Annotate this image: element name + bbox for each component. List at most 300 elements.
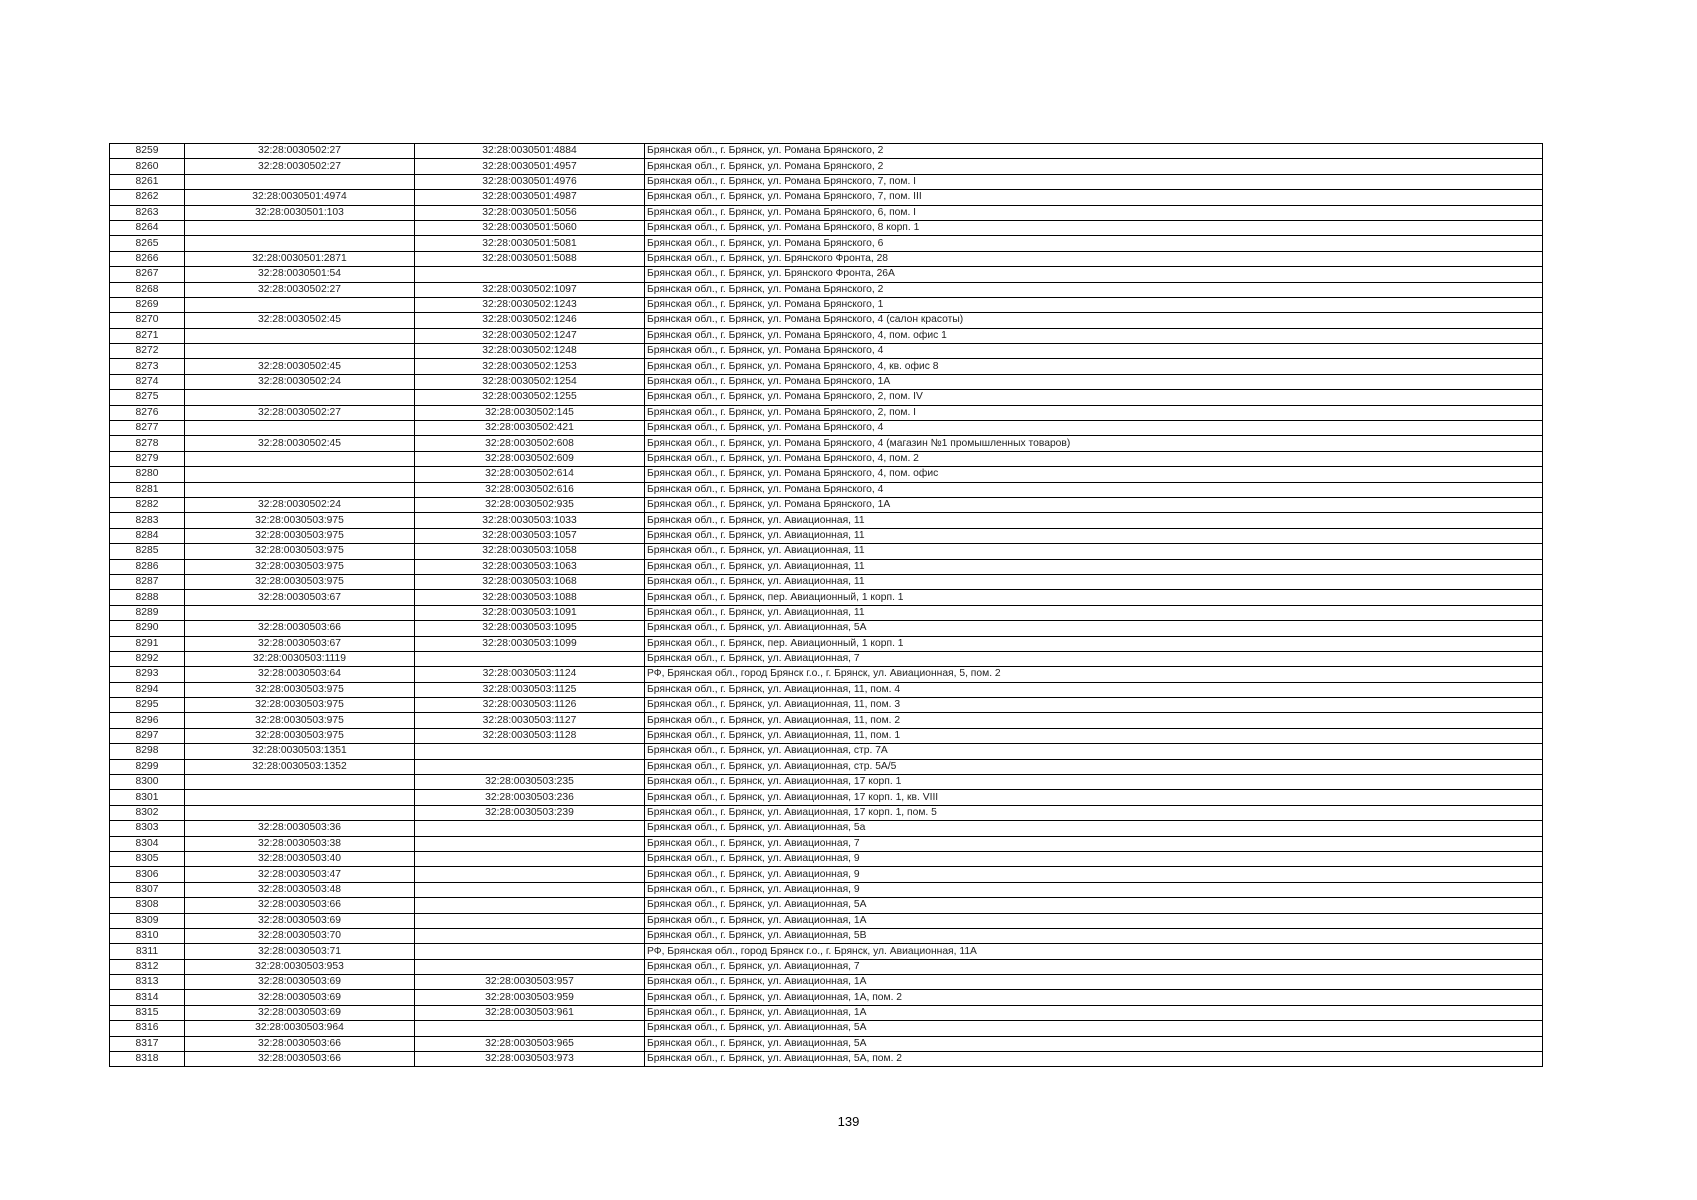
cadastral-number-cell: 32:28:0030501:5060 (415, 220, 645, 235)
table-row (110, 1036, 1543, 1051)
address-cell: Брянская обл., г. Брянск, ул. Авиационная, 9 (645, 867, 1543, 882)
table-row (110, 390, 1543, 405)
row-number-cell: 8296 (110, 713, 185, 728)
cadastral-number-cell (415, 1021, 645, 1036)
parent-cadastral-number-cell: 32:28:0030503:1352 (185, 759, 415, 774)
cadastral-number-cell: 32:28:0030502:1247 (415, 328, 645, 343)
parent-cadastral-number-cell: 32:28:0030502:24 (185, 497, 415, 512)
table-row (110, 282, 1543, 297)
cadastral-number-cell: 32:28:0030501:4976 (415, 174, 645, 189)
address-cell: Брянская обл., г. Брянск, ул. Авиационная, стр. 7А (645, 744, 1543, 759)
parent-cadastral-number-cell: 32:28:0030503:36 (185, 821, 415, 836)
parent-cadastral-number-cell: 32:28:0030503:66 (185, 898, 415, 913)
parent-cadastral-number-cell: 32:28:0030503:964 (185, 1021, 415, 1036)
row-number-cell: 8297 (110, 728, 185, 743)
address-cell: Брянская обл., г. Брянск, ул. Романа Брянского, 8 корп. 1 (645, 220, 1543, 235)
cadastral-number-cell (415, 913, 645, 928)
table-row (110, 805, 1543, 820)
table-row (110, 174, 1543, 189)
table-row (110, 159, 1543, 174)
cadastral-number-cell (415, 867, 645, 882)
parent-cadastral-number-cell (185, 790, 415, 805)
row-number-cell: 8317 (110, 1036, 185, 1051)
address-cell: Брянская обл., г. Брянск, ул. Авиационная, 1А (645, 975, 1543, 990)
table-row (110, 867, 1543, 882)
table-row (110, 467, 1543, 482)
table-row (110, 790, 1543, 805)
address-cell: Брянская обл., г. Брянск, ул. Авиационная, 5А (645, 898, 1543, 913)
parent-cadastral-number-cell (185, 451, 415, 466)
address-cell: Брянская обл., г. Брянск, ул. Романа Брянского, 2 (645, 282, 1543, 297)
parent-cadastral-number-cell (185, 174, 415, 189)
cadastral-number-cell: 32:28:0030501:4987 (415, 190, 645, 205)
parent-cadastral-number-cell: 32:28:0030503:64 (185, 667, 415, 682)
cadastral-number-cell: 32:28:0030503:1126 (415, 698, 645, 713)
parent-cadastral-number-cell: 32:28:0030501:54 (185, 267, 415, 282)
cadastral-number-cell: 32:28:0030503:1128 (415, 728, 645, 743)
cadastral-number-cell (415, 959, 645, 974)
parent-cadastral-number-cell (185, 236, 415, 251)
table-row (110, 928, 1543, 943)
address-cell: Брянская обл., г. Брянск, ул. Авиационная, 17 корп. 1, кв. VIII (645, 790, 1543, 805)
address-cell: Брянская обл., г. Брянск, ул. Авиационная, 5А, пом. 2 (645, 1052, 1543, 1067)
address-cell: Брянская обл., г. Брянск, ул. Авиационная, 5А (645, 1036, 1543, 1051)
table-row (110, 251, 1543, 266)
registry-table (109, 143, 1543, 1067)
row-number-cell: 8265 (110, 236, 185, 251)
address-cell: Брянская обл., г. Брянск, ул. Романа Брянского, 4, пом. 2 (645, 451, 1543, 466)
cadastral-number-cell: 32:28:0030503:1068 (415, 574, 645, 589)
row-number-cell: 8273 (110, 359, 185, 374)
row-number-cell: 8275 (110, 390, 185, 405)
parent-cadastral-number-cell: 32:28:0030503:975 (185, 574, 415, 589)
parent-cadastral-number-cell (185, 805, 415, 820)
cadastral-number-cell: 32:28:0030503:1099 (415, 636, 645, 651)
row-number-cell: 8315 (110, 1005, 185, 1020)
row-number-cell: 8272 (110, 344, 185, 359)
address-cell: Брянская обл., г. Брянск, ул. Романа Брянского, 4 (645, 344, 1543, 359)
row-number-cell: 8276 (110, 405, 185, 420)
cadastral-number-cell: 32:28:0030503:961 (415, 1005, 645, 1020)
address-cell: Брянская обл., г. Брянск, ул. Авиационная, 9 (645, 882, 1543, 897)
cadastral-number-cell: 32:28:0030502:608 (415, 436, 645, 451)
row-number-cell: 8281 (110, 482, 185, 497)
row-number-cell: 8280 (110, 467, 185, 482)
parent-cadastral-number-cell (185, 344, 415, 359)
cadastral-number-cell: 32:28:0030502:1097 (415, 282, 645, 297)
cadastral-number-cell: 32:28:0030501:5081 (415, 236, 645, 251)
table-row (110, 959, 1543, 974)
table-row (110, 882, 1543, 897)
row-number-cell: 8260 (110, 159, 185, 174)
table-row (110, 836, 1543, 851)
row-number-cell: 8263 (110, 205, 185, 220)
address-cell: Брянская обл., г. Брянск, ул. Авиационная, 7 (645, 651, 1543, 666)
address-cell: Брянская обл., г. Брянск, ул. Авиационная, 11 (645, 528, 1543, 543)
parent-cadastral-number-cell: 32:28:0030503:69 (185, 990, 415, 1005)
address-cell: Брянская обл., г. Брянск, ул. Брянского Фронта, 28 (645, 251, 1543, 266)
table-row (110, 1021, 1543, 1036)
address-cell: Брянская обл., г. Брянск, ул. Авиационная, 5А (645, 1021, 1543, 1036)
cadastral-number-cell: 32:28:0030502:616 (415, 482, 645, 497)
cadastral-number-cell: 32:28:0030503:1091 (415, 605, 645, 620)
table-row (110, 513, 1543, 528)
registry-table-body (110, 144, 1543, 1067)
parent-cadastral-number-cell: 32:28:0030503:1351 (185, 744, 415, 759)
cadastral-number-cell: 32:28:0030502:609 (415, 451, 645, 466)
registry-table-container (109, 143, 1543, 1067)
cadastral-number-cell (415, 928, 645, 943)
table-row (110, 559, 1543, 574)
table-row (110, 682, 1543, 697)
table-row (110, 898, 1543, 913)
row-number-cell: 8269 (110, 297, 185, 312)
parent-cadastral-number-cell: 32:28:0030503:38 (185, 836, 415, 851)
address-cell: Брянская обл., г. Брянск, ул. Авиационная, 11 (645, 544, 1543, 559)
row-number-cell: 8293 (110, 667, 185, 682)
address-cell: Брянская обл., г. Брянск, ул. Авиационная, 5а (645, 821, 1543, 836)
parent-cadastral-number-cell: 32:28:0030503:69 (185, 975, 415, 990)
table-row (110, 713, 1543, 728)
row-number-cell: 8271 (110, 328, 185, 343)
address-cell: Брянская обл., г. Брянск, ул. Романа Брянского, 1А (645, 374, 1543, 389)
address-cell: Брянская обл., г. Брянск, ул. Романа Брянского, 4 (салон красоты) (645, 313, 1543, 328)
parent-cadastral-number-cell: 32:28:0030503:71 (185, 944, 415, 959)
row-number-cell: 8285 (110, 544, 185, 559)
address-cell: Брянская обл., г. Брянск, пер. Авиационный, 1 корп. 1 (645, 636, 1543, 651)
cadastral-number-cell: 32:28:0030501:5088 (415, 251, 645, 266)
row-number-cell: 8303 (110, 821, 185, 836)
parent-cadastral-number-cell (185, 328, 415, 343)
address-cell: Брянская обл., г. Брянск, ул. Романа Брянского, 6, пом. I (645, 205, 1543, 220)
address-cell: Брянская обл., г. Брянск, ул. Авиационная, 7 (645, 836, 1543, 851)
address-cell: РФ, Брянская обл., город Брянск г.о., г. Брянск, ул. Авиационная, 11А (645, 944, 1543, 959)
cadastral-number-cell: 32:28:0030502:1246 (415, 313, 645, 328)
row-number-cell: 8270 (110, 313, 185, 328)
address-cell: Брянская обл., г. Брянск, ул. Авиационная, 5В (645, 928, 1543, 943)
table-row (110, 297, 1543, 312)
cadastral-number-cell: 32:28:0030503:236 (415, 790, 645, 805)
address-cell: Брянская обл., г. Брянск, ул. Романа Брянского, 1А (645, 497, 1543, 512)
table-row (110, 1052, 1543, 1067)
cadastral-number-cell: 32:28:0030503:1033 (415, 513, 645, 528)
row-number-cell: 8268 (110, 282, 185, 297)
parent-cadastral-number-cell: 32:28:0030503:66 (185, 1036, 415, 1051)
address-cell: Брянская обл., г. Брянск, ул. Романа Брянского, 7, пом. I (645, 174, 1543, 189)
row-number-cell: 8267 (110, 267, 185, 282)
table-row (110, 205, 1543, 220)
address-cell: Брянская обл., г. Брянск, ул. Авиационная, стр. 5А/5 (645, 759, 1543, 774)
cadastral-number-cell: 32:28:0030503:235 (415, 775, 645, 790)
cadastral-number-cell (415, 744, 645, 759)
table-row (110, 359, 1543, 374)
table-row (110, 328, 1543, 343)
table-row (110, 436, 1543, 451)
address-cell: Брянская обл., г. Брянск, ул. Авиационная, 11 (645, 513, 1543, 528)
parent-cadastral-number-cell: 32:28:0030503:70 (185, 928, 415, 943)
row-number-cell: 8307 (110, 882, 185, 897)
address-cell: Брянская обл., г. Брянск, ул. Романа Брянского, 4 (645, 482, 1543, 497)
row-number-cell: 8287 (110, 574, 185, 589)
table-row (110, 975, 1543, 990)
cadastral-number-cell: 32:28:0030503:957 (415, 975, 645, 990)
row-number-cell: 8282 (110, 497, 185, 512)
table-row (110, 374, 1543, 389)
row-number-cell: 8304 (110, 836, 185, 851)
parent-cadastral-number-cell (185, 605, 415, 620)
parent-cadastral-number-cell (185, 297, 415, 312)
row-number-cell: 8308 (110, 898, 185, 913)
table-row (110, 759, 1543, 774)
parent-cadastral-number-cell: 32:28:0030503:67 (185, 590, 415, 605)
row-number-cell: 8289 (110, 605, 185, 620)
cadastral-number-cell: 32:28:0030503:1057 (415, 528, 645, 543)
parent-cadastral-number-cell: 32:28:0030502:24 (185, 374, 415, 389)
cadastral-number-cell: 32:28:0030503:1125 (415, 682, 645, 697)
table-row (110, 236, 1543, 251)
row-number-cell: 8290 (110, 621, 185, 636)
address-cell: Брянская обл., г. Брянск, ул. Авиационная, 11 (645, 559, 1543, 574)
parent-cadastral-number-cell: 32:28:0030503:975 (185, 682, 415, 697)
cadastral-number-cell (415, 267, 645, 282)
address-cell: Брянская обл., г. Брянск, ул. Авиационная, 11, пом. 4 (645, 682, 1543, 697)
address-cell: Брянская обл., г. Брянск, ул. Авиационная, 11, пом. 2 (645, 713, 1543, 728)
address-cell: Брянская обл., г. Брянск, ул. Романа Брянского, 2, пом. I (645, 405, 1543, 420)
cadastral-number-cell: 32:28:0030501:4884 (415, 144, 645, 159)
parent-cadastral-number-cell: 32:28:0030502:27 (185, 282, 415, 297)
table-row (110, 313, 1543, 328)
row-number-cell: 8288 (110, 590, 185, 605)
row-number-cell: 8295 (110, 698, 185, 713)
row-number-cell: 8283 (110, 513, 185, 528)
address-cell: Брянская обл., г. Брянск, ул. Романа Брянского, 7, пом. III (645, 190, 1543, 205)
address-cell: Брянская обл., г. Брянск, ул. Брянского Фронта, 26А (645, 267, 1543, 282)
table-row (110, 621, 1543, 636)
cadastral-number-cell: 32:28:0030503:973 (415, 1052, 645, 1067)
parent-cadastral-number-cell (185, 390, 415, 405)
address-cell: Брянская обл., г. Брянск, пер. Авиационный, 1 корп. 1 (645, 590, 1543, 605)
parent-cadastral-number-cell: 32:28:0030502:27 (185, 144, 415, 159)
table-row (110, 590, 1543, 605)
parent-cadastral-number-cell: 32:28:0030503:975 (185, 698, 415, 713)
address-cell: Брянская обл., г. Брянск, ул. Авиационная, 17 корп. 1, пом. 5 (645, 805, 1543, 820)
address-cell: Брянская обл., г. Брянск, ул. Авиационная, 11 (645, 605, 1543, 620)
table-row (110, 344, 1543, 359)
address-cell: Брянская обл., г. Брянск, ул. Романа Брянского, 1 (645, 297, 1543, 312)
parent-cadastral-number-cell: 32:28:0030503:69 (185, 1005, 415, 1020)
cadastral-number-cell: 32:28:0030503:239 (415, 805, 645, 820)
row-number-cell: 8264 (110, 220, 185, 235)
parent-cadastral-number-cell: 32:28:0030503:975 (185, 559, 415, 574)
table-row (110, 851, 1543, 866)
table-row (110, 775, 1543, 790)
cadastral-number-cell: 32:28:0030502:1254 (415, 374, 645, 389)
row-number-cell: 8292 (110, 651, 185, 666)
row-number-cell: 8306 (110, 867, 185, 882)
parent-cadastral-number-cell: 32:28:0030503:40 (185, 851, 415, 866)
table-row (110, 144, 1543, 159)
cadastral-number-cell: 32:28:0030501:4957 (415, 159, 645, 174)
row-number-cell: 8298 (110, 744, 185, 759)
address-cell: Брянская обл., г. Брянск, ул. Авиационная, 1А (645, 1005, 1543, 1020)
row-number-cell: 8314 (110, 990, 185, 1005)
address-cell: Брянская обл., г. Брянск, ул. Романа Брянского, 2 (645, 159, 1543, 174)
cadastral-number-cell: 32:28:0030502:614 (415, 467, 645, 482)
parent-cadastral-number-cell: 32:28:0030503:66 (185, 1052, 415, 1067)
parent-cadastral-number-cell: 32:28:0030503:975 (185, 513, 415, 528)
page-number: 139 (837, 1114, 860, 1129)
cadastral-number-cell: 32:28:0030502:1243 (415, 297, 645, 312)
table-row (110, 220, 1543, 235)
table-row (110, 698, 1543, 713)
address-cell: Брянская обл., г. Брянск, ул. Романа Брянского, 4, пом. офис (645, 467, 1543, 482)
address-cell: Брянская обл., г. Брянск, ул. Авиационная, 11 (645, 574, 1543, 589)
cadastral-number-cell (415, 851, 645, 866)
row-number-cell: 8313 (110, 975, 185, 990)
parent-cadastral-number-cell: 32:28:0030503:48 (185, 882, 415, 897)
parent-cadastral-number-cell: 32:28:0030503:975 (185, 728, 415, 743)
parent-cadastral-number-cell: 32:28:0030501:2871 (185, 251, 415, 266)
address-cell: Брянская обл., г. Брянск, ул. Авиационная, 5А (645, 621, 1543, 636)
address-cell: Брянская обл., г. Брянск, ул. Романа Брянского, 2, пом. IV (645, 390, 1543, 405)
parent-cadastral-number-cell: 32:28:0030502:27 (185, 405, 415, 420)
cadastral-number-cell: 32:28:0030503:1058 (415, 544, 645, 559)
cadastral-number-cell: 32:28:0030503:1124 (415, 667, 645, 682)
table-row (110, 728, 1543, 743)
parent-cadastral-number-cell (185, 775, 415, 790)
cadastral-number-cell (415, 821, 645, 836)
address-cell: Брянская обл., г. Брянск, ул. Романа Брянского, 6 (645, 236, 1543, 251)
cadastral-number-cell: 32:28:0030503:1063 (415, 559, 645, 574)
parent-cadastral-number-cell: 32:28:0030501:103 (185, 205, 415, 220)
table-row (110, 544, 1543, 559)
cadastral-number-cell: 32:28:0030503:1127 (415, 713, 645, 728)
cadastral-number-cell: 32:28:0030503:965 (415, 1036, 645, 1051)
row-number-cell: 8259 (110, 144, 185, 159)
address-cell: Брянская обл., г. Брянск, ул. Романа Брянского, 4 (645, 421, 1543, 436)
row-number-cell: 8279 (110, 451, 185, 466)
row-number-cell: 8286 (110, 559, 185, 574)
row-number-cell: 8318 (110, 1052, 185, 1067)
cadastral-number-cell: 32:28:0030502:935 (415, 497, 645, 512)
address-cell: Брянская обл., г. Брянск, ул. Романа Брянского, 2 (645, 144, 1543, 159)
parent-cadastral-number-cell: 32:28:0030503:975 (185, 544, 415, 559)
cadastral-number-cell: 32:28:0030502:1255 (415, 390, 645, 405)
address-cell: Брянская обл., г. Брянск, ул. Авиационная, 1А, пом. 2 (645, 990, 1543, 1005)
cadastral-number-cell (415, 898, 645, 913)
address-cell: РФ, Брянская обл., город Брянск г.о., г. Брянск, ул. Авиационная, 5, пом. 2 (645, 667, 1543, 682)
row-number-cell: 8305 (110, 851, 185, 866)
parent-cadastral-number-cell: 32:28:0030503:975 (185, 528, 415, 543)
row-number-cell: 8284 (110, 528, 185, 543)
cadastral-number-cell (415, 759, 645, 774)
parent-cadastral-number-cell: 32:28:0030503:66 (185, 621, 415, 636)
table-row (110, 190, 1543, 205)
row-number-cell: 8278 (110, 436, 185, 451)
table-row (110, 913, 1543, 928)
row-number-cell: 8294 (110, 682, 185, 697)
cadastral-number-cell: 32:28:0030503:959 (415, 990, 645, 1005)
table-row (110, 421, 1543, 436)
table-row (110, 451, 1543, 466)
row-number-cell: 8266 (110, 251, 185, 266)
row-number-cell: 8301 (110, 790, 185, 805)
address-cell: Брянская обл., г. Брянск, ул. Авиационная, 1А (645, 913, 1543, 928)
address-cell: Брянская обл., г. Брянск, ул. Авиационная, 11, пом. 3 (645, 698, 1543, 713)
address-cell: Брянская обл., г. Брянск, ул. Авиационная, 11, пом. 1 (645, 728, 1543, 743)
row-number-cell: 8274 (110, 374, 185, 389)
table-row (110, 651, 1543, 666)
table-row (110, 990, 1543, 1005)
cadastral-number-cell: 32:28:0030502:145 (415, 405, 645, 420)
table-row (110, 267, 1543, 282)
parent-cadastral-number-cell: 32:28:0030503:1119 (185, 651, 415, 666)
row-number-cell: 8311 (110, 944, 185, 959)
row-number-cell: 8312 (110, 959, 185, 974)
address-cell: Брянская обл., г. Брянск, ул. Авиационная, 17 корп. 1 (645, 775, 1543, 790)
address-cell: Брянская обл., г. Брянск, ул. Романа Брянского, 4 (магазин №1 промышленных товаров) (645, 436, 1543, 451)
table-row (110, 636, 1543, 651)
parent-cadastral-number-cell: 32:28:0030502:27 (185, 159, 415, 174)
row-number-cell: 8310 (110, 928, 185, 943)
table-row (110, 605, 1543, 620)
table-row (110, 528, 1543, 543)
table-row (110, 574, 1543, 589)
parent-cadastral-number-cell: 32:28:0030503:69 (185, 913, 415, 928)
parent-cadastral-number-cell (185, 220, 415, 235)
address-cell: Брянская обл., г. Брянск, ул. Романа Брянского, 4, кв. офис 8 (645, 359, 1543, 374)
parent-cadastral-number-cell: 32:28:0030503:67 (185, 636, 415, 651)
cadastral-number-cell (415, 944, 645, 959)
table-row (110, 497, 1543, 512)
parent-cadastral-number-cell: 32:28:0030502:45 (185, 436, 415, 451)
parent-cadastral-number-cell: 32:28:0030503:47 (185, 867, 415, 882)
cadastral-number-cell: 32:28:0030503:1095 (415, 621, 645, 636)
parent-cadastral-number-cell: 32:28:0030502:45 (185, 359, 415, 374)
parent-cadastral-number-cell (185, 421, 415, 436)
table-row (110, 744, 1543, 759)
table-row (110, 821, 1543, 836)
cadastral-number-cell: 32:28:0030501:5056 (415, 205, 645, 220)
table-row (110, 667, 1543, 682)
table-row (110, 1005, 1543, 1020)
cadastral-number-cell: 32:28:0030502:421 (415, 421, 645, 436)
row-number-cell: 8291 (110, 636, 185, 651)
parent-cadastral-number-cell (185, 482, 415, 497)
row-number-cell: 8316 (110, 1021, 185, 1036)
address-cell: Брянская обл., г. Брянск, ул. Авиационная, 7 (645, 959, 1543, 974)
cadastral-number-cell (415, 882, 645, 897)
cadastral-number-cell (415, 651, 645, 666)
parent-cadastral-number-cell: 32:28:0030501:4974 (185, 190, 415, 205)
table-row (110, 405, 1543, 420)
cadastral-number-cell: 32:28:0030502:1253 (415, 359, 645, 374)
cadastral-number-cell: 32:28:0030502:1248 (415, 344, 645, 359)
row-number-cell: 8262 (110, 190, 185, 205)
row-number-cell: 8300 (110, 775, 185, 790)
parent-cadastral-number-cell (185, 467, 415, 482)
row-number-cell: 8309 (110, 913, 185, 928)
cadastral-number-cell: 32:28:0030503:1088 (415, 590, 645, 605)
table-row (110, 944, 1543, 959)
table-row (110, 482, 1543, 497)
parent-cadastral-number-cell: 32:28:0030503:953 (185, 959, 415, 974)
row-number-cell: 8302 (110, 805, 185, 820)
parent-cadastral-number-cell: 32:28:0030502:45 (185, 313, 415, 328)
address-cell: Брянская обл., г. Брянск, ул. Авиационная, 9 (645, 851, 1543, 866)
row-number-cell: 8261 (110, 174, 185, 189)
address-cell: Брянская обл., г. Брянск, ул. Романа Брянского, 4, пом. офис 1 (645, 328, 1543, 343)
